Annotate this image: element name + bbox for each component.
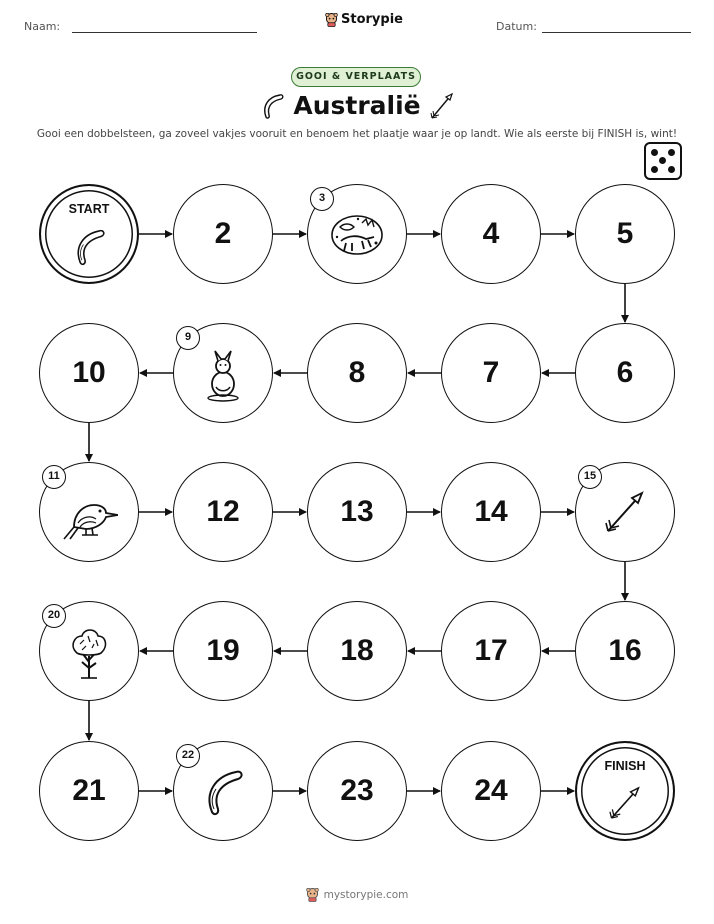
cell-number: 14 [474, 495, 508, 528]
board-cell-picture [173, 323, 273, 423]
mascot-icon [325, 13, 338, 27]
cell-number: 24 [474, 774, 508, 807]
cell-number-tag: 3 [310, 187, 334, 211]
eucalyptus-tree-icon [60, 622, 118, 680]
cell-number: 7 [482, 356, 500, 389]
spear-icon [428, 91, 456, 121]
cell-number-tag: 22 [176, 744, 200, 768]
cell-number: 18 [340, 634, 374, 667]
cell-number: 6 [616, 356, 634, 389]
board-cell [575, 184, 675, 284]
board-cell [575, 601, 675, 701]
board-cell [441, 462, 541, 562]
finish-label: FINISH [604, 759, 646, 773]
date-label: Datum: [496, 20, 537, 33]
cell-number: 12 [206, 495, 240, 528]
cell-number: 21 [72, 774, 106, 807]
activity-badge: GOOI & VERPLAATS [291, 67, 421, 87]
cell-number: 19 [206, 634, 240, 667]
board-cell [307, 323, 407, 423]
cell-number-tag: 9 [176, 326, 200, 350]
finish-cell [575, 741, 675, 841]
cell-number-tag: 20 [42, 604, 66, 628]
cell-number: 10 [72, 356, 106, 389]
brand-logo [325, 12, 403, 27]
page-title: Australië [293, 91, 421, 120]
board-cell [173, 601, 273, 701]
die-icon [644, 142, 682, 180]
cell-number: 4 [482, 217, 500, 250]
cell-number: 16 [608, 634, 642, 667]
cell-number: 17 [474, 634, 508, 667]
cell-number: 2 [214, 217, 232, 250]
board-cell-picture [39, 462, 139, 562]
board-cell-picture [39, 601, 139, 701]
board-cell [441, 601, 541, 701]
board-cell [307, 601, 407, 701]
board-cell [39, 741, 139, 841]
board-cell-picture [307, 184, 407, 284]
start-cell [39, 184, 139, 284]
board-cell [575, 323, 675, 423]
footer [0, 888, 714, 902]
board-cell [441, 184, 541, 284]
board-cell [441, 323, 541, 423]
board-cell [307, 462, 407, 562]
rock-art-icon [328, 205, 386, 263]
cell-number-tag: 15 [578, 465, 602, 489]
board-cell-picture [173, 741, 273, 841]
cell-number: 5 [616, 217, 634, 250]
brand-name: Storypie [341, 12, 403, 27]
boomerang-icon [66, 223, 112, 269]
board-cell [173, 462, 273, 562]
start-label: START [68, 202, 110, 216]
instructions-text: Gooi een dobbelsteen, ga zoveel vakjes vooruit en benoem het plaatje waar je op landt. Wie als eerste bij FINISH is, wint! [36, 128, 678, 140]
date-line[interactable] [542, 32, 691, 33]
board-cell [441, 741, 541, 841]
cell-number: 8 [348, 356, 366, 389]
boomerang-icon [194, 762, 252, 820]
board-cell [173, 184, 273, 284]
spear-icon [596, 483, 654, 541]
spear-icon [602, 780, 648, 826]
mascot-icon [306, 888, 319, 902]
board-cell [307, 741, 407, 841]
footer-url: mystorypie.com [323, 889, 409, 901]
cell-number: 13 [340, 495, 374, 528]
kookaburra-icon [60, 483, 118, 541]
kangaroo-icon [194, 344, 252, 402]
board-cell-picture [575, 462, 675, 562]
name-label: Naam: [24, 20, 61, 33]
board-cell [39, 323, 139, 423]
cell-number-tag: 11 [42, 465, 66, 489]
cell-number: 23 [340, 774, 374, 807]
name-line[interactable] [72, 32, 257, 33]
